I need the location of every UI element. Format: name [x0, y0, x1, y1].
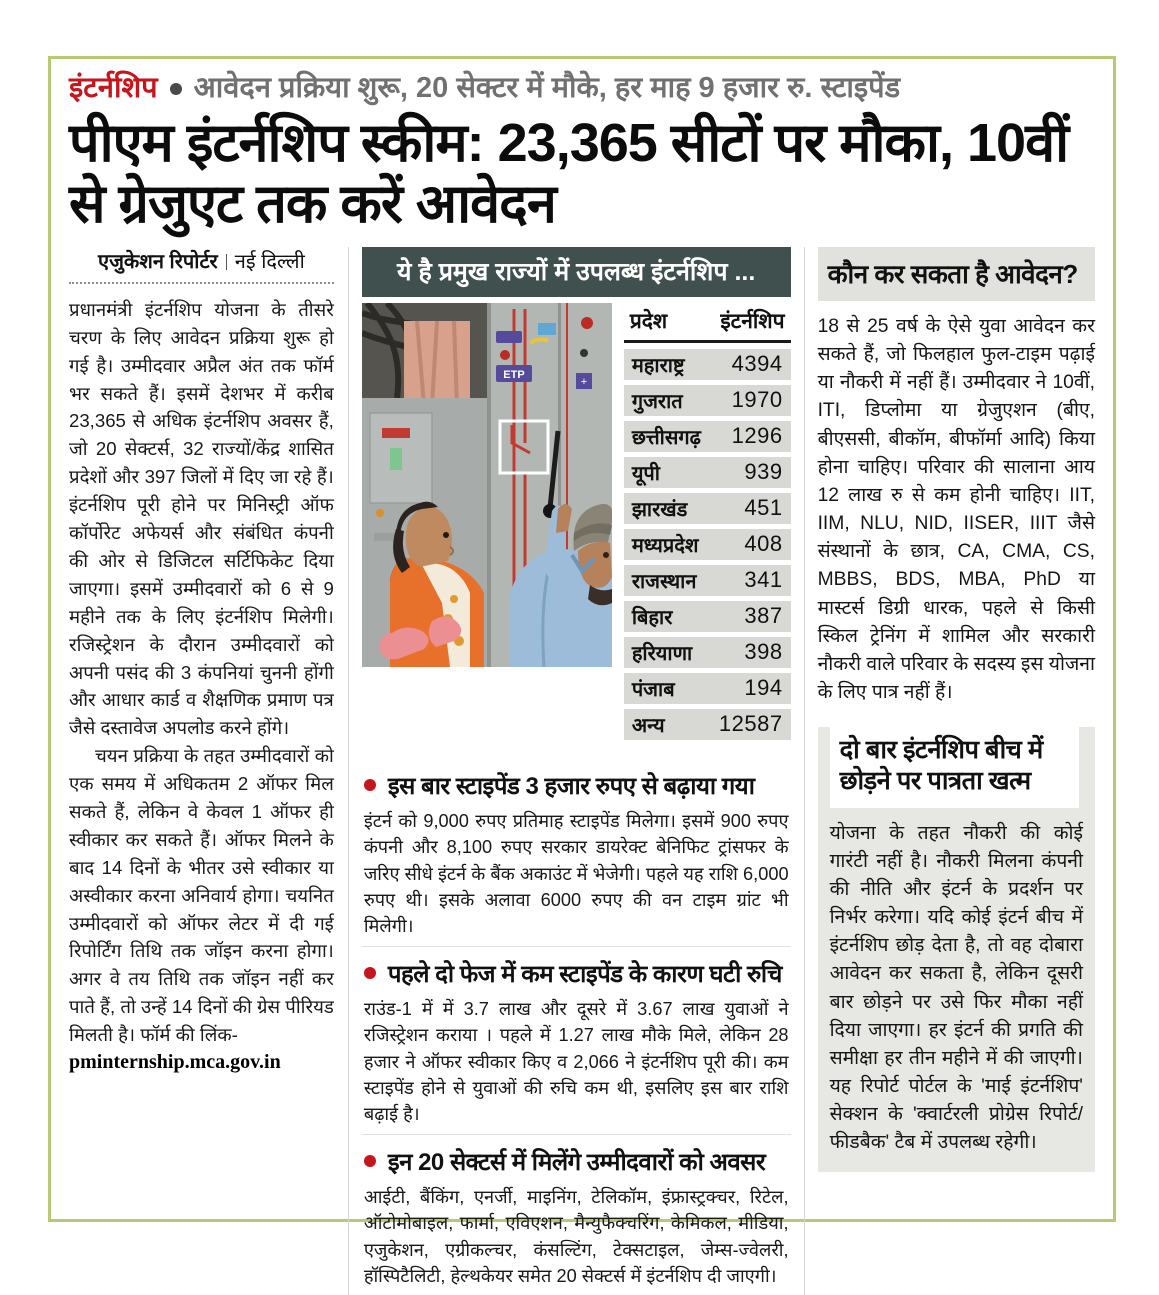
state-name: पंजाब: [631, 678, 675, 701]
state-count: 1970: [731, 387, 783, 413]
article-columns: [69, 247, 1095, 1295]
states-panel-body: [362, 303, 791, 745]
table-header-count: इंटर्नशिप: [720, 309, 785, 333]
state-name: छत्तीसगढ़: [631, 426, 701, 449]
section-20-sectors: [362, 1134, 791, 1295]
states-table: [624, 303, 791, 745]
article-sections: [362, 759, 791, 1295]
right-column: [804, 247, 1095, 1295]
state-name: मध्यप्रदेश: [631, 534, 699, 557]
bullet-icon: [364, 779, 376, 791]
left-column: [69, 247, 349, 1295]
byline-divider: [226, 254, 227, 270]
state-count: 939: [744, 459, 783, 485]
state-name: यूपी: [631, 462, 660, 485]
state-count: 451: [744, 495, 783, 521]
eligibility-body: 18 से 25 वर्ष के ऐसे युवा आवेदन कर सकते हैं, जो फिलहाल फुल-टाइम पढ़ाई या नौकरी में नहीं हैं। उम्मीदवार ने 10वीं, ITI, डिप्लोमा या ग्रेजुएशन (बीए, बीएससी, बीकॉम, बीफॉर्मा आदि) किया होना चाहिए। परिवार की सालाना आय 12 लाख रु से कम होनी चाहिए। IIT, IIM, NLU, NID, IISER, IIIT जैसे संस्थानों के छात्र, CA, CMA, CS, MBBS, BDS, MBA, PhD या मास्टर्स डिग्री धारक, पहले से किसी स्किल ट्रेनिंग में शामिल और सरकारी नौकरी वाले परिवार के सदस्य इस योजना के लिए पात्र नहीं हैं।: [817, 315, 1095, 704]
state-name: झारखंड: [631, 498, 688, 521]
section-heading: इन 20 सेक्टर्स में मिलेंगे उम्मीदवारों को अवसर: [387, 1148, 766, 1176]
svg-text:+: +: [580, 375, 588, 388]
table-row: [624, 637, 791, 668]
table-row: [624, 493, 791, 524]
table-row: [624, 565, 791, 596]
byline: [69, 247, 334, 284]
section-body: आईटी, बैंकिंग, एनर्जी, माइनिंग, टेलिकॉम, इंफ्रास्ट्रक्चर, रिटेल, ऑटोमोबाइल, फार्मा, एविएशन, मैन्युफैक्चरिंग, केमिकल, मीडिया, एजुकेशन, एग्रीकल्चर, कंसल्टिंग, टेक्सटाइल, जेम्स-ज्वेलरी, हॉस्पिटैलिटी, हेल्थकेयर समेत 20 सेक्टर्स में इंटर्नशिप दी जाएगी।: [363, 1186, 789, 1286]
news-photo: [362, 303, 612, 667]
section-body: राउंड-1 में में 3.7 लाख और दूसरे में 3.67 लाख युवाओं ने रजिस्ट्रेशन कराया । पहले में 1.27 लाख मौके मिले, लेकिन 28 हजार ने ऑफर स्वीकार किए व 2,066 ने इंटर्नशिप पूरी की। कम स्टाइपेंड होने से युवाओं की रुचि कम थी, इसलिए इस बार राशि बढ़ाई है।: [363, 998, 789, 1125]
dropout-title: दो बार इंटर्नशिप बीच में छोड़ने पर पात्रता खत्म: [830, 727, 1079, 807]
state-count: 408: [744, 531, 783, 557]
state-name: बिहार: [631, 606, 673, 629]
table-header-row: [624, 305, 791, 343]
dropout-panel: [818, 727, 1095, 1171]
state-count: 398: [744, 639, 783, 665]
table-header-state: प्रदेश: [629, 309, 668, 333]
eligibility-title: कौन कर सकता है आवेदन?: [818, 247, 1095, 301]
table-row: [624, 709, 791, 740]
svg-text:ETP: ETP: [503, 368, 525, 381]
bullet-icon: [170, 83, 182, 95]
state-name: अन्य: [631, 714, 665, 737]
section-heading-row: [364, 957, 789, 990]
article-paragraph: चयन प्रक्रिया के तहत उम्मीदवारों को एक समय में अधिकतम 2 ऑफर मिल सकते हैं, लेकिन वे केवल 1 ऑफर ही स्वीकार कर सकते हैं। ऑफर मिलने के बाद 14 दिनों के भीतर उसे स्वीकार या अस्वीकार करना अनिवार्य होगा। चयनित उम्मीदवारों को ऑफर लेटर में दी गई रिपोर्टिंग तिथि तक जॉइन करना होगा। अगर वे तय तिथि तक जॉइन नहीं कर पाते हैं, तो उन्हें 14 दिनों की ग्रेस पीरियड मिलती है। फॉर्म की लिंक-: [69, 745, 334, 1046]
state-name: राजस्थान: [631, 570, 697, 593]
state-name: गुजरात: [631, 390, 683, 413]
bullet-icon: [364, 967, 376, 979]
section-heading-row: [364, 769, 789, 802]
state-count: 387: [744, 603, 783, 629]
byline-reporter: एजुकेशन रिपोर्टर: [98, 250, 218, 273]
table-row: [624, 421, 791, 452]
dropout-body: योजना के तहत नौकरी की कोई गारंटी नहीं है। नौकरी मिलना कंपनी की नीति और इंटर्न के प्रदर्शन पर निर्भर करेगा। यदि कोई इंटर्न बीच में इंटर्नशिप छोड़ देता है, तो वह दोबारा आवेदन कर सकता है, लेकिन दूसरी बार छोड़ने पर उसे फिर मौका नहीं दिया जाएगा। हर इंटर्न की प्रगति की समीक्षा हर तीन महीने में की जाएगी। यह रिपोर्ट पोर्टल के 'माई इंटर्नशिप' सेक्शन के 'क्वार्टरली प्रोग्रेस रिपोर्ट/ फीडबैक' टैब में उपलब्ध रहेगी।: [829, 822, 1083, 1154]
state-name: महाराष्ट्र: [631, 354, 685, 377]
newspaper-clipping: [48, 56, 1116, 1286]
kicker-row: [69, 73, 1095, 105]
byline-location: नई दिल्ली: [234, 250, 305, 273]
table-row: [624, 673, 791, 704]
table-row: [624, 349, 791, 380]
states-panel-title: ये है प्रमुख राज्यों में उपलब्ध इंटर्नशिप ...: [362, 247, 791, 297]
section-heading-row: [364, 1145, 789, 1178]
application-link[interactable]: pminternship.mca.gov.in: [69, 1050, 281, 1073]
state-name: हरियाणा: [631, 642, 693, 665]
table-row: [624, 601, 791, 632]
section-low-interest: [362, 946, 791, 1134]
table-row: [624, 385, 791, 416]
article-paragraph: प्रधानमंत्री इंटर्नशिप योजना के तीसरे चरण के लिए आवेदन प्रक्रिया शुरू हो गई है। उम्मीदवार अप्रैल अंत तक फॉर्म भर सकते हैं। इसमें देशभर में करीब 23,365 से अधिक इंटर्नशिप अवसर हैं, जो 20 सेक्टर्स, 32 राज्यों/केंद्र शासित प्रदेशों और 397 जिलों में दिए जा रहे हैं। इंटर्नशिप पूरी होने पर मिनिस्ट्री ऑफ कॉर्पोरेट अफेयर्स और संबंधित कंपनी की ओर से डिजिटल सर्टिफिकेट दिया जाएगा। इसमें उम्मीदवारों को 6 से 9 महीने तक के लिए इंटर्नशिप मिलेगी। रजिस्ट्रेशन के दौरान उम्मीदवारों को अपनी पसंद की 3 कंपनियां चुननी होंगी और आधार कार्ड व शैक्षणिक प्रमाण पत्र जैसे दस्तावेज अपलोड करने होंगे।: [69, 298, 334, 739]
kicker-label: इंटर्नशिप: [69, 72, 158, 104]
state-count: 12587: [718, 711, 783, 737]
kicker-subheadline: आवेदन प्रक्रिया शुरू, 20 सेक्टर में मौके, हर माह 9 हजार रु. स्टाइपेंड: [193, 72, 901, 104]
state-count: 1296: [731, 423, 783, 449]
state-count: 341: [744, 567, 783, 593]
section-stipend-raise: [362, 759, 791, 946]
middle-column: [349, 247, 804, 1295]
page-title: पीएम इंटर्नशिप स्कीम: 23,365 सीटों पर मौका, 10वीं से ग्रेजुएट तक करें आवेदन: [69, 112, 1069, 234]
electrical-panel-photo: [362, 303, 612, 667]
state-count: 194: [744, 675, 783, 701]
section-heading: पहले दो फेज में कम स्टाइपेंड के कारण घटी रुचि: [387, 960, 782, 988]
state-count: 4394: [731, 351, 783, 377]
section-heading: इस बार स्टाइपेंड 3 हजार रुपए से बढ़ाया गया: [387, 772, 755, 800]
bullet-icon: [364, 1155, 376, 1167]
table-row: [624, 457, 791, 488]
table-row: [624, 529, 791, 560]
section-body: इंटर्न को 9,000 रुपए प्रतिमाह स्टाइपेंड मिलेगा। इसमें 900 रुपए कंपनी और 8,100 रुपए सरकार डायरेक्ट बेनिफिट ट्रांसफर के जरिए सीधे इंटर्न के बैंक अकाउंट में भेजेगी। पहले यह राशि 6,000 रुपए थी। इसके अलावा 6000 रुपए की वन टाइम ग्रांट भी मिलेगी।: [363, 810, 789, 937]
